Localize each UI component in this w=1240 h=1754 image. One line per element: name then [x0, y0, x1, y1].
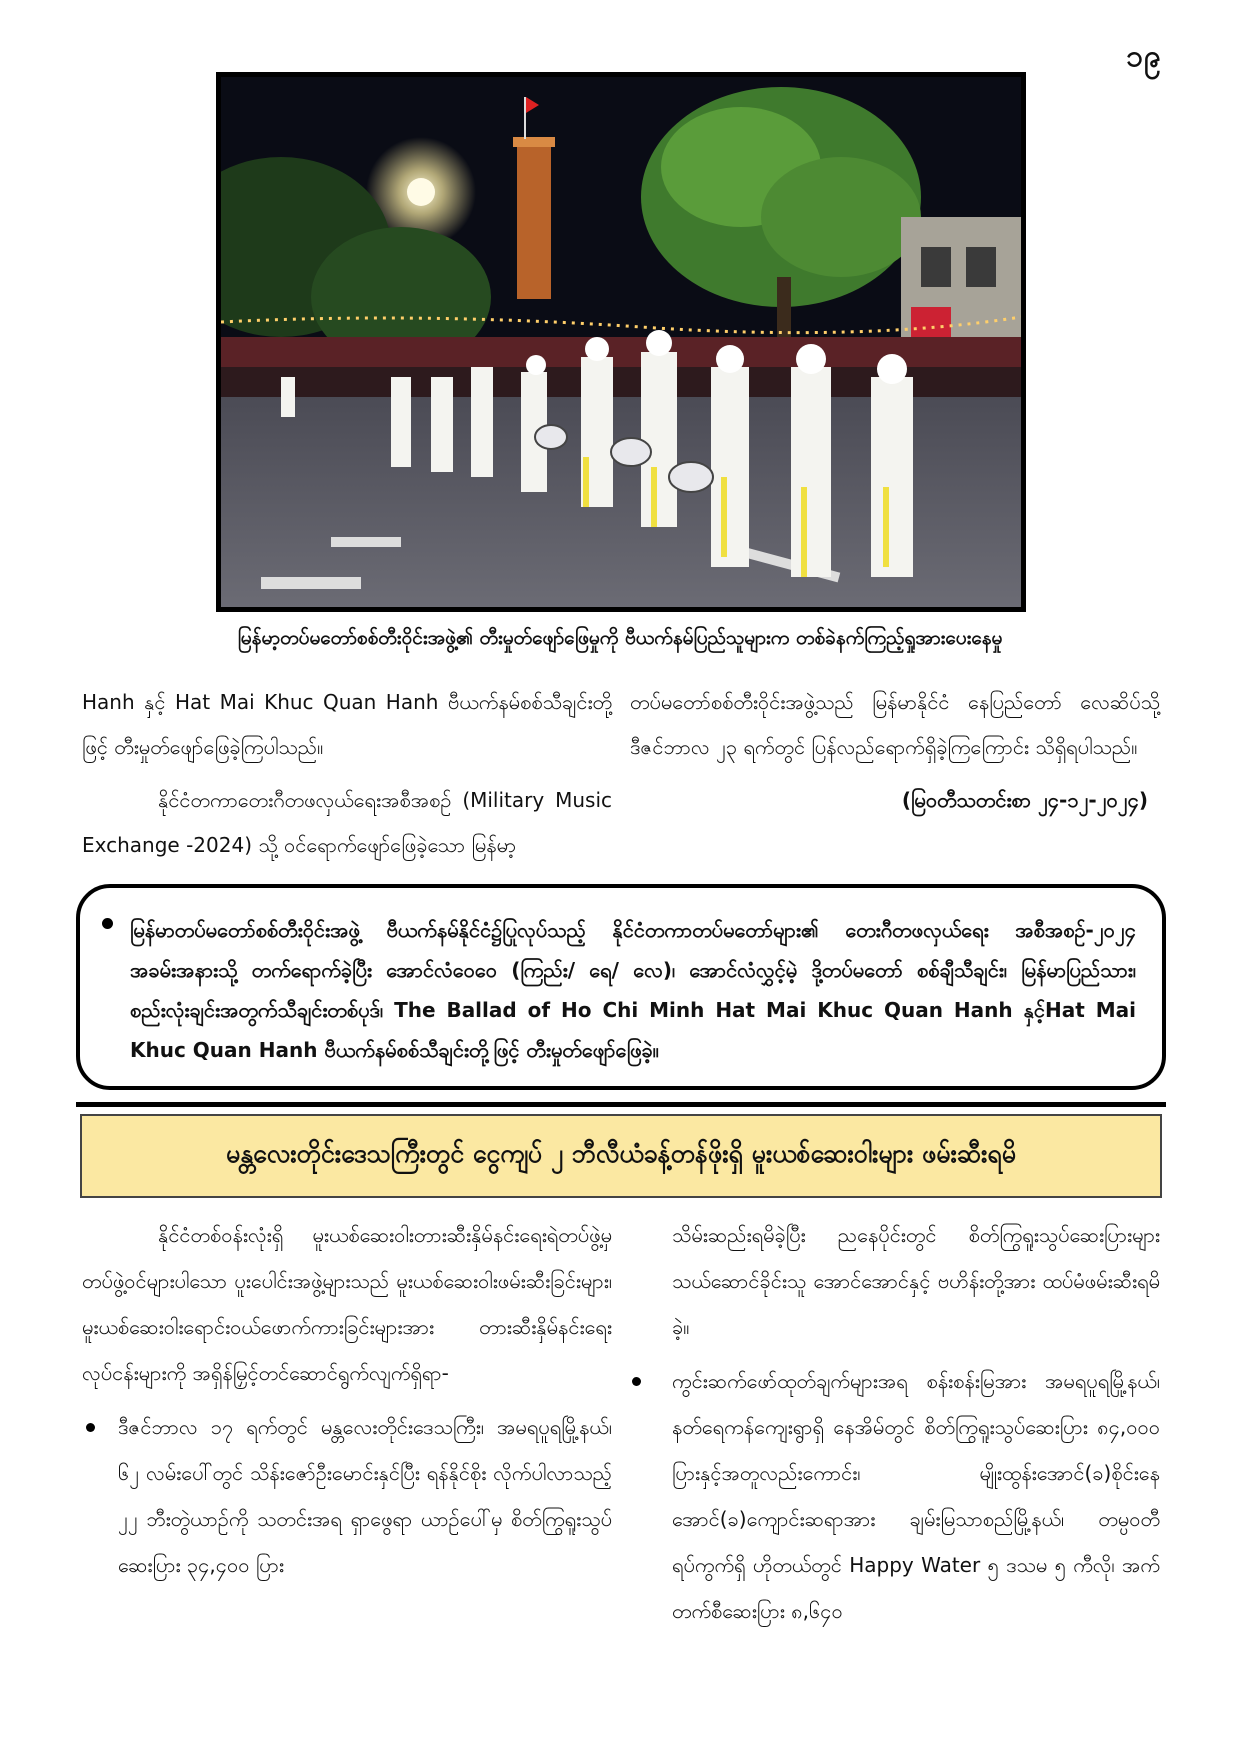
article1-paragraph: တပ်မတော်စစ်တီးဝိုင်းအဖွဲ့သည် မြန်မာနိုင်ငံ နေပြည်တော် လေဆိပ်သို့ ဒီဇင်ဘာလ ၂၃ ရက်တွင် ပြန်လည်ရောက်ရှိခဲ့ကြကြောင်း သိရှိရပါသည်။ — [630, 690, 1160, 759]
article1-source: (မြဝတီသတင်းစာ ၂၄-၁၂-၂၀၂၄) — [901, 788, 1148, 812]
section-divider — [76, 1102, 1166, 1107]
photo-caption: မြန်မာ့တပ်မတော်စစ်တီးဝိုင်းအဖွဲ့၏ တီးမှုတ်ဖျော်ဖြေမှုကို ဗီယက်နမ်ပြည်သူများက တစ်ခဲနက်ကြည့်ရှုအားပေးနေမှု — [237, 627, 1003, 649]
article2-intro: နိုင်ငံတစ်ဝန်းလုံးရှိ မူးယစ်ဆေးဝါးတားဆီးနှိမ်နင်းရေးရဲတပ်ဖွဲ့မှ တပ်ဖွဲ့ဝင်များပါသော ပူးပေါင်းအဖွဲ့များသည် မူးယစ်ဆေးဝါးဖမ်းဆီးခြင်းများ၊ မူးယစ်ဆေးဝါးရောင်းဝယ်ဖောက်ကားခြင်းများအား တားဆီးနှိမ်နင်းရေးလုပ်ငန်းများကို အရှိန်မြှင့်တင်ဆောင်ရွက်လျက်ရှိရာ- — [82, 1223, 612, 1385]
article2-left-column — [82, 1212, 612, 1588]
page-number: ၁၉ — [1126, 39, 1162, 74]
list-item — [628, 1358, 1160, 1634]
parade-photo — [216, 72, 1026, 612]
bullet-icon — [632, 1377, 641, 1386]
bullet-icon — [86, 1423, 95, 1432]
band-parade-illustration — [221, 77, 1021, 607]
article2-right-column — [672, 1212, 1160, 1634]
article1-paragraph: Hanh နှင့် Hat Mai Khuc Quan Hanh ဗီယက်နမ်စစ်သီချင်းတို့ဖြင့် တီးမှုတ်ဖျော်ဖြေခဲ့ကြပါသည်။ — [82, 690, 612, 759]
article1-left-column — [82, 680, 612, 876]
article1-paragraph: နိုင်ငံတကာတေးဂီတဖလှယ်ရေးအစီအစဉ် (Military Music Exchange -2024) သို့ ဝင်ရောက်ဖျော်ဖြေခဲ့သော မြန်မာ့ — [82, 788, 612, 857]
list-item — [82, 1404, 612, 1588]
article1-right-column — [630, 680, 1160, 831]
article2-continuation: သိမ်းဆည်းရမိခဲ့ပြီး ညနေပိုင်းတွင် စိတ်ကြွရူးသွပ်ဆေးပြားများသယ်ဆောင်ခိုင်းသူ အောင်အောင်နှင့် ဗဟိန်းတို့အား ထပ်မံဖမ်းဆီးရမိခဲ့။ — [672, 1223, 1160, 1339]
article2-headline: မန္တလေးတိုင်းဒေသကြီးတွင် ငွေကျပ် ၂ ဘီလီယံခန့်တန်ဖိုးရှိ မူးယစ်ဆေးဝါးများ ဖမ်းဆီးရမိ — [80, 1114, 1162, 1198]
list-item-text: ဒီဇင်ဘာလ ၁၇ ရက်တွင် မန္တလေးတိုင်းဒေသကြီး၊ အမရပူရမြို့နယ်၊ ၆၂ လမ်းပေါ်တွင် သိန်းဇော်ဦးမောင်းနှင်ပြီး ရန်နိုင်စိုး လိုက်ပါလာသည့် ၂၂ ဘီးတွဲယာဉ်ကို သတင်းအရ ရှာဖွေရာ ယာဉ်ပေါ်မှ စိတ်ကြွရူးသွပ်ဆေးပြား ၃၄,၄၀၀ ပြား — [118, 1415, 612, 1577]
bullet-icon — [102, 918, 113, 929]
summary-text: မြန်မာတပ်မတော်စစ်တီးဝိုင်းအဖွဲ့ ဗီယက်နမ်နိုင်ငံ၌ပြုလုပ်သည့် နိုင်ငံတကာတပ်မတော်များ၏ တေးဂီတဖလှယ်ရေး အစီအစဉ်-၂၀၂၄ အခမ်းအနားသို့ တက်ရောက်ခဲ့ပြီး အောင်လံဝေဝေ (ကြည်း/ ရေ/ လေ)၊ အောင်လံလွှင့်မဲ့ ဒို့တပ်မတော် စစ်ချီသီချင်း၊ မြန်မာပြည်သား၊ စည်းလုံးချင်းအတွက်သီချင်းတစ်ပုဒ်၊ The Ballad of Ho Chi Minh Hat Mai Khuc Quan Hanh နှင့်Hat Mai Khuc Quan Hanh ဗီယက်နမ်စစ်သီချင်းတို့ဖြင့် တီးမှုတ်ဖျော်ဖြေခဲ့။ — [130, 918, 1136, 1062]
summary-box — [76, 884, 1166, 1090]
list-item-text: ကွင်းဆက်ဖော်ထုတ်ချက်များအရ စန်းစန်းမြအား အမရပူရမြို့နယ်၊ နတ်ရေကန်ကျေးရွာရှိ နေအိမ်တွင် စိတ်ကြွရူးသွပ်ဆေးပြား ၈၄,၀၀၀ ပြားနှင့်အတူလည်းကောင်း၊ မျိုးထွန်းအောင်(ခ)စိုင်းနေအောင်(ခ)ကျောင်းဆရာအား ချမ်းမြသာစည်မြို့နယ်၊ တမ္ပဝတီရပ်ကွက်ရှိ ဟိုတယ်တွင် Happy Water ၅ ဒသမ ၅ ကီလို၊ အက်တက်စီဆေးပြား ၈,၆၄၀ — [672, 1369, 1160, 1623]
